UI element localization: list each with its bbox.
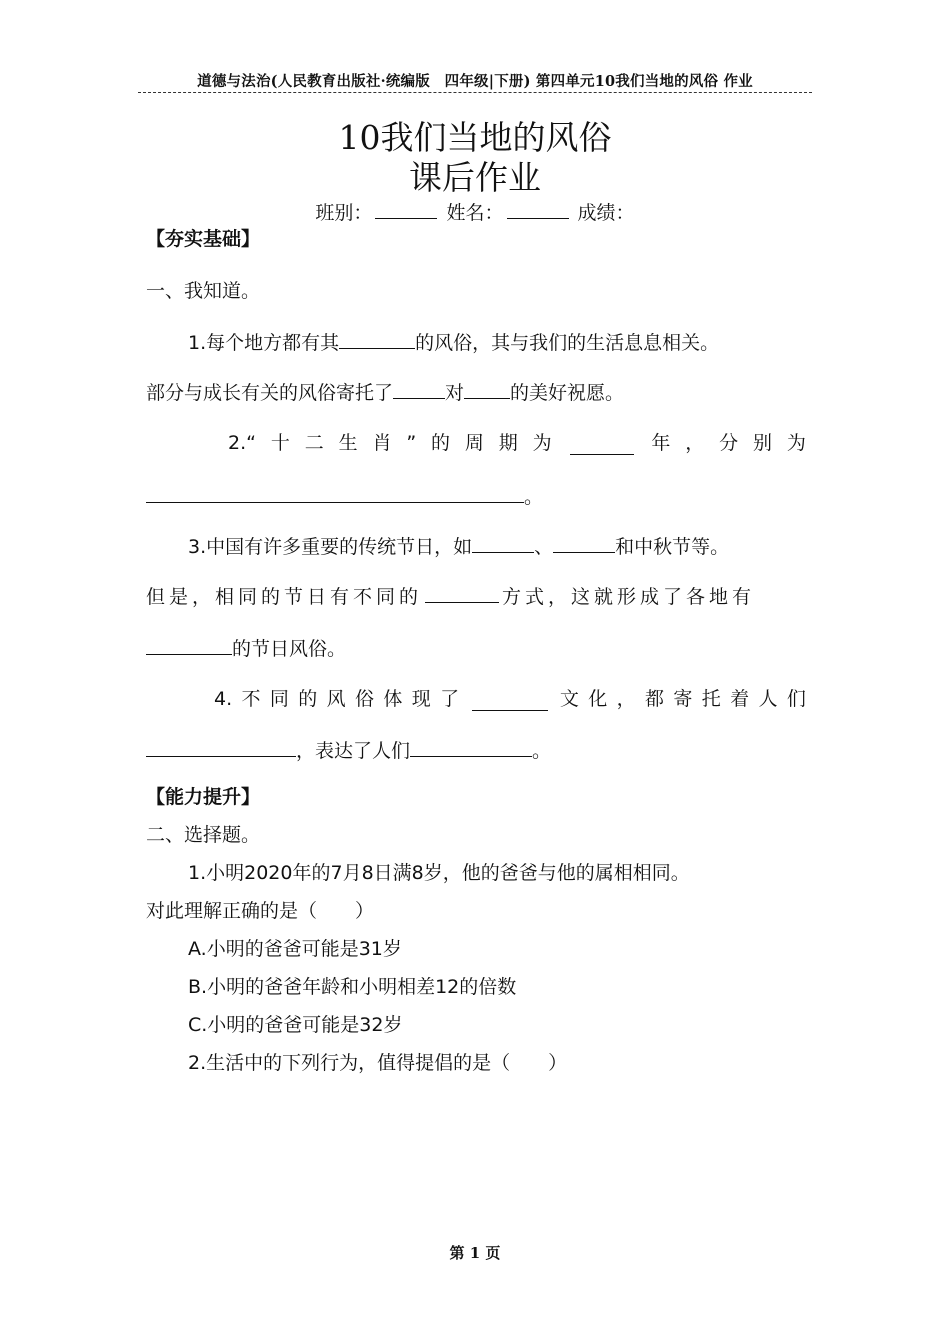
q2-blank-zodiac[interactable] — [146, 483, 524, 503]
q4-char: 文 — [559, 688, 579, 710]
question-4-line-2 — [146, 737, 551, 763]
q3-blank-4[interactable] — [146, 635, 232, 655]
q2-char: 的 — [431, 432, 451, 454]
part-title-choice: 二、选择题。 — [146, 824, 261, 846]
q4-char: 们 — [786, 688, 806, 710]
q1-text-d: 对 — [445, 382, 465, 404]
q2-char: 十 — [270, 432, 290, 454]
name-label: 姓名： — [446, 202, 504, 224]
q4-char: 俗 — [355, 688, 375, 710]
question-4-line-1 — [214, 687, 806, 711]
q1-text-e: 的美好祝愿。 — [510, 382, 625, 404]
question-3-line-1 — [188, 533, 729, 559]
q3-text-a: 3.中国有许多重要的传统节日，如 — [188, 536, 473, 558]
question-2-line-1 — [228, 431, 806, 455]
q4-char: 同 — [269, 688, 289, 710]
q2-char: ” — [406, 432, 417, 454]
choice-q1-option-b[interactable]: B.小明的爸爸年龄和小明相差12的倍数 — [188, 976, 517, 998]
q4-blank-2[interactable] — [146, 737, 296, 757]
q4-char: ， — [616, 688, 636, 710]
q4-char: 的 — [298, 688, 318, 710]
choice-q2-stem: 2.生活中的下列行为，值得提倡的是（ ） — [188, 1052, 568, 1074]
q1-blank-2[interactable] — [393, 379, 445, 399]
q4-char: 化 — [588, 688, 608, 710]
q2-char: 分 — [719, 432, 739, 454]
q3-blank-2[interactable] — [553, 533, 615, 553]
q4-blank-1[interactable] — [472, 691, 548, 711]
q4-char: 都 — [644, 688, 664, 710]
question-2-line-2 — [146, 483, 543, 509]
section-heading-basics: 【夯实基础】 — [146, 228, 261, 250]
q4-blank-3[interactable] — [410, 737, 532, 757]
q2-char: 别 — [753, 432, 773, 454]
q2-char: 年 — [651, 432, 671, 454]
choice-q1-option-a[interactable]: A.小明的爸爸可能是31岁 — [188, 938, 402, 960]
q2-char: 期 — [498, 432, 518, 454]
q3-text-d: 但是，相同的节日有不同的 — [146, 586, 423, 608]
q3-text-f: 的节日风俗。 — [232, 638, 347, 660]
q3-text-e: 方式，这就形成了各地有 — [502, 586, 756, 608]
section-heading-improve: 【能力提升】 — [146, 786, 261, 808]
q2-char: 肖 — [372, 432, 392, 454]
part-title-know: 一、我知道。 — [146, 280, 261, 302]
q2-char: 为 — [786, 432, 806, 454]
q1-text-b: 的风俗，其与我们的生活息息相关。 — [415, 332, 720, 354]
choice-q1-option-c[interactable]: C.小明的爸爸可能是32岁 — [188, 1014, 403, 1036]
choice-q1-stem-2: 对此理解正确的是（ ） — [146, 900, 375, 922]
q2-blank-years[interactable] — [570, 435, 634, 455]
question-1-line-1 — [188, 329, 719, 355]
q4-char: 人 — [758, 688, 778, 710]
q2-char: ， — [685, 432, 705, 454]
student-info-line — [0, 198, 950, 225]
q4-char: 寄 — [673, 688, 693, 710]
q4-char: 了 — [440, 688, 460, 710]
q2-char: 为 — [532, 432, 552, 454]
q3-blank-3[interactable] — [425, 583, 499, 603]
header-divider — [138, 92, 812, 93]
q4-char: 着 — [730, 688, 750, 710]
page-header: 道德与法治(人民教育出版社·统编版 四年级|下册) 第四单元10我们当地的风俗 作业 — [197, 73, 753, 90]
q4-char: 托 — [701, 688, 721, 710]
q1-blank-3[interactable] — [464, 379, 510, 399]
q1-text-c: 部分与成长有关的风俗寄托了 — [146, 382, 394, 404]
question-3-line-3 — [146, 635, 346, 661]
class-blank[interactable] — [375, 199, 437, 219]
name-blank[interactable] — [507, 199, 569, 219]
q3-text-b: 、 — [534, 536, 554, 558]
q2-char: 周 — [464, 432, 484, 454]
q2-char: 二 — [304, 432, 324, 454]
q4-char: 不 — [241, 688, 261, 710]
page-title: 10我们当地的风俗 — [338, 118, 612, 157]
q4-char: 4. — [214, 688, 233, 710]
question-3-line-2 — [146, 583, 755, 609]
page-subtitle: 课后作业 — [409, 158, 541, 197]
q2-char: 生 — [338, 432, 358, 454]
q3-blank-1[interactable] — [472, 533, 534, 553]
q4-text-b: ，表达了人们 — [296, 740, 411, 762]
q2-end: 。 — [524, 486, 544, 508]
q4-end: 。 — [532, 740, 552, 762]
q1-text-a: 1.每个地方都有其 — [188, 332, 340, 354]
score-label: 成绩： — [577, 202, 635, 224]
question-1-line-2 — [146, 379, 624, 405]
q4-char: 现 — [411, 688, 431, 710]
q1-blank-1[interactable] — [339, 329, 415, 349]
q4-char: 体 — [383, 688, 403, 710]
choice-q1-stem-1: 1.小明2020年的7月8日满8岁，他的爸爸与他的属相相同。 — [188, 862, 690, 884]
q4-char: 风 — [326, 688, 346, 710]
class-label: 班别： — [315, 202, 373, 224]
page-number: 第 1 页 — [449, 1244, 501, 1262]
q2-char: 2.“ — [228, 432, 256, 454]
q3-text-c: 和中秋节等。 — [615, 536, 730, 558]
